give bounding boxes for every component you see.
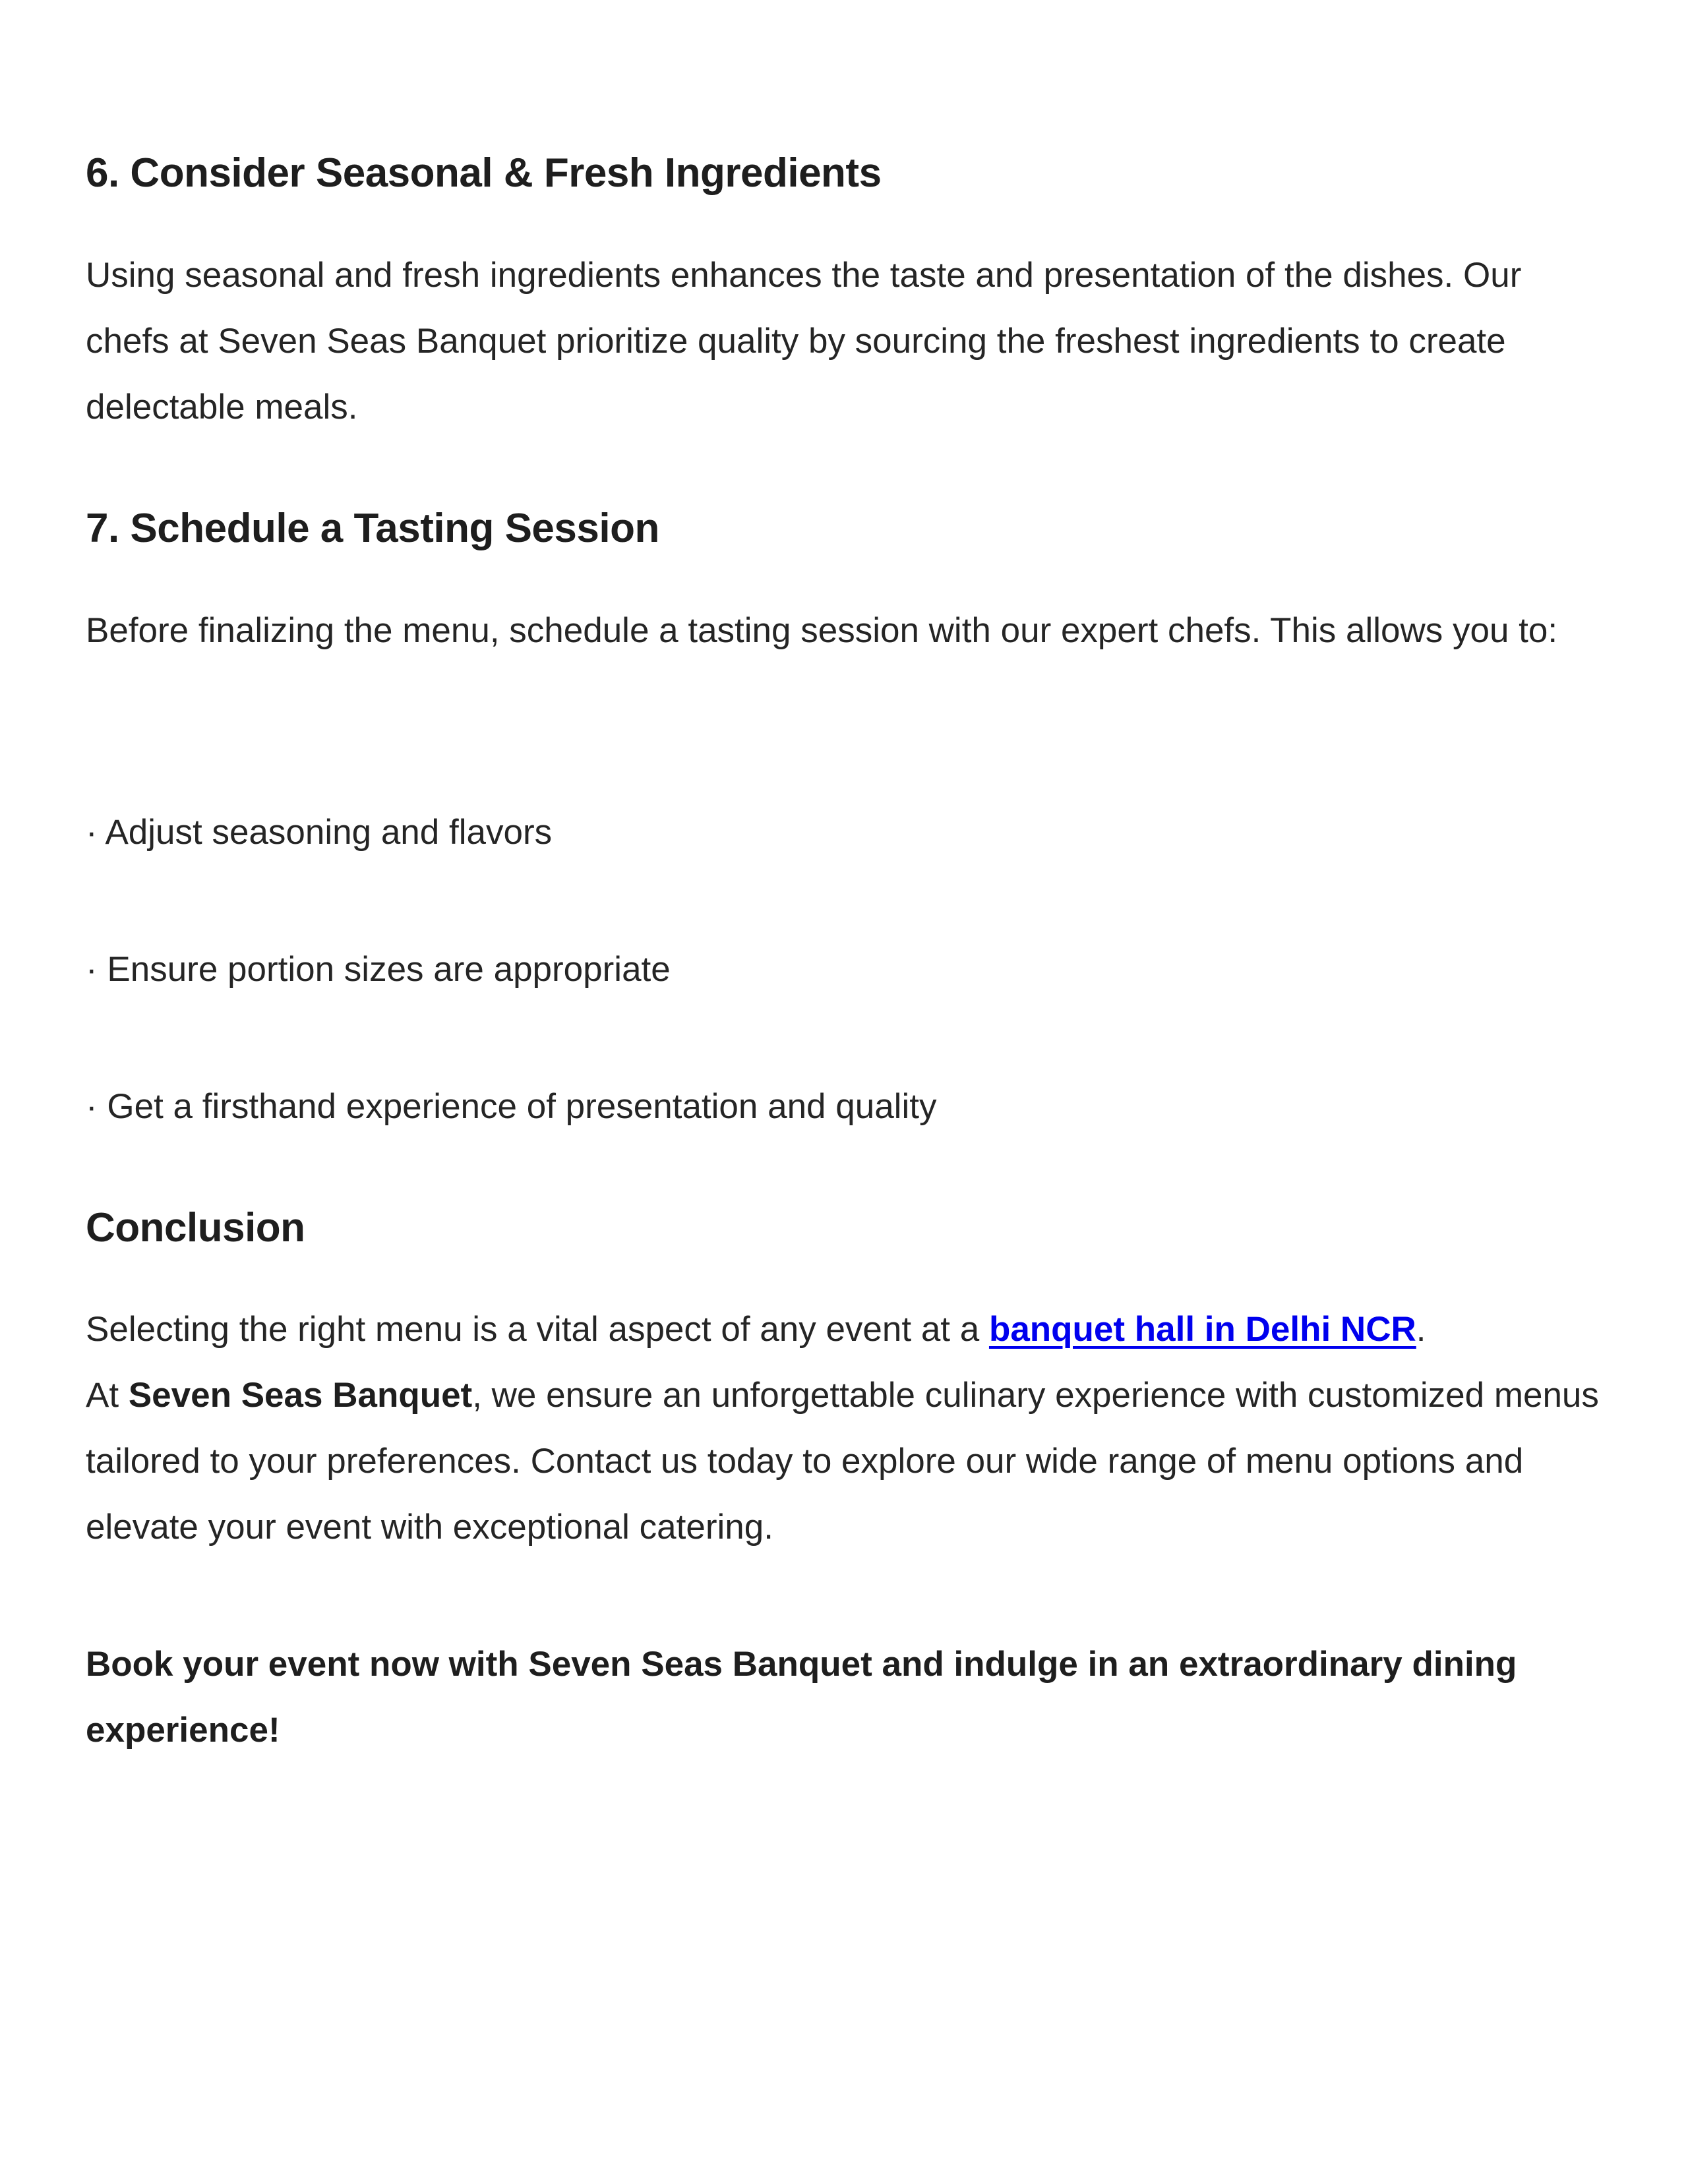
brand-name: Seven Seas Banquet: [128, 1376, 473, 1415]
conclusion-intro: Selecting the right menu is a vital aspect of any event at a: [86, 1310, 989, 1349]
conclusion-heading: Conclusion: [86, 1205, 305, 1251]
conclusion-line2-start: At: [86, 1376, 129, 1415]
conclusion-paragraph: [86, 1297, 1602, 1560]
list-item: · Get a firsthand experience of presentation and quality: [86, 1087, 937, 1126]
call-to-action: Book your event now with Seven Seas Banquet and indulge in an extraordinary dining experience!: [86, 1645, 1517, 1750]
section-7-paragraph: Before finalizing the menu, schedule a tasting session with our expert chefs. This allows you to:: [86, 611, 1558, 650]
list-item: · Adjust seasoning and flavors: [86, 813, 553, 852]
list-item: · Ensure portion sizes are appropriate: [86, 950, 671, 989]
banquet-hall-link[interactable]: banquet hall in Delhi NCR: [988, 1310, 1416, 1349]
section-6-paragraph: Using seasonal and fresh ingredients enhances the taste and presentation of the dishes. Our chefs at Seven Seas Banquet prioritize quality by sourcing the freshest ingredients to create delectable meals.: [86, 256, 1522, 427]
section-6-heading: 6. Consider Seasonal & Fresh Ingredients: [86, 150, 882, 196]
conclusion-rest: , we ensure an unforgettable culinary experience with customized menus tailored to your preferences. Contact us today to explore our wide range of menu options and elevate your event with exceptional catering.: [86, 1376, 1599, 1547]
section-7-heading: 7. Schedule a Tasting Session: [86, 506, 659, 551]
conclusion-after-link: .: [1416, 1310, 1426, 1349]
